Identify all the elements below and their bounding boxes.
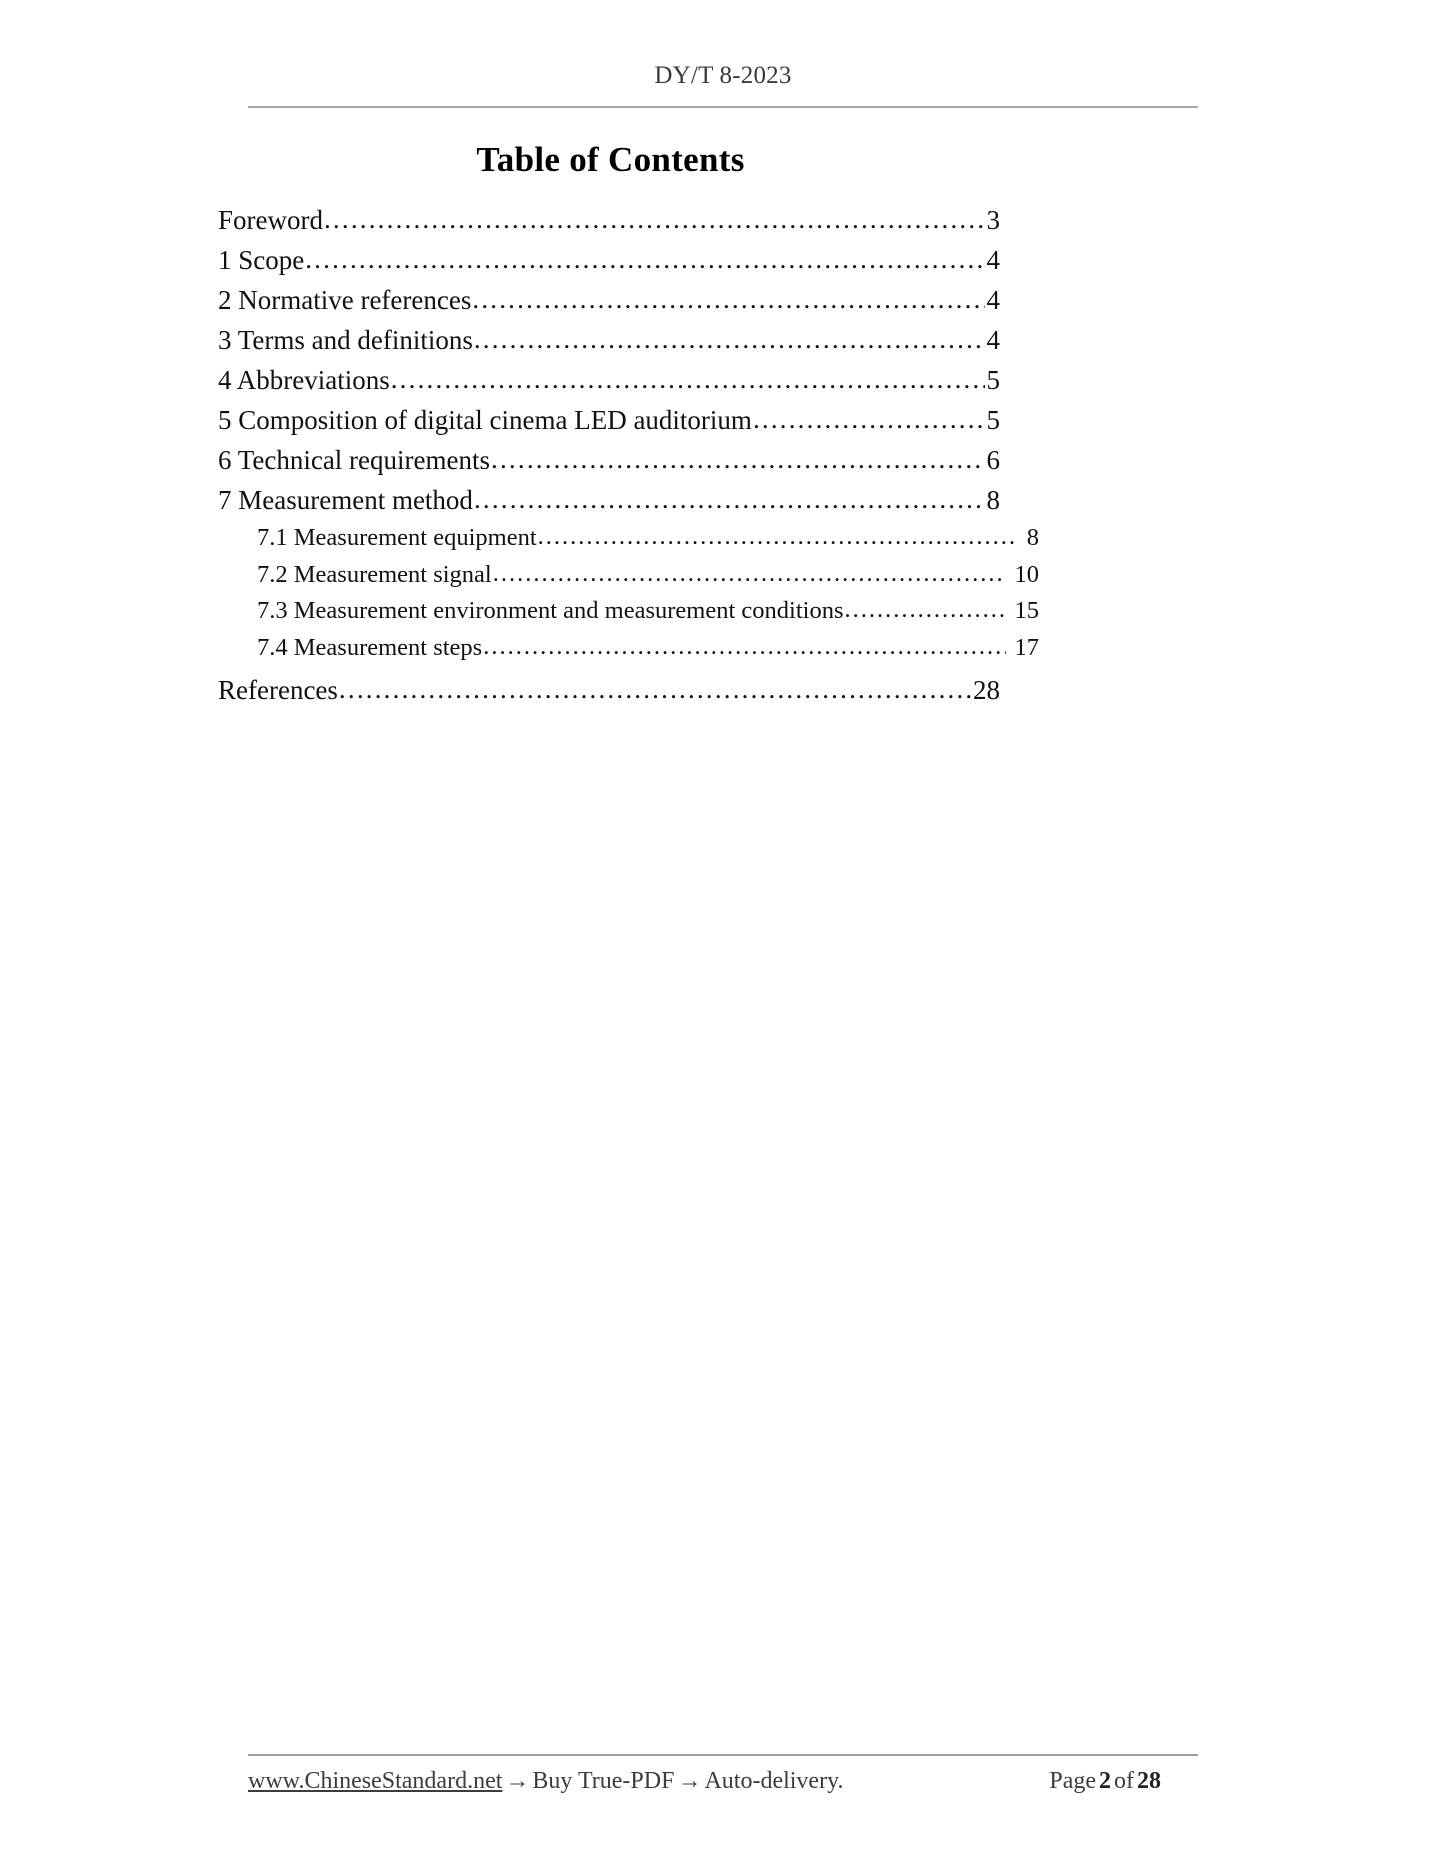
toc-dot-leader [305,240,984,280]
table-of-contents [218,200,1039,710]
toc-entry-page-number: 4 [986,325,1000,355]
toc-dot-leader [483,630,1005,667]
toc-dot-leader [753,400,985,440]
toc-entry-page-number: 8 [986,485,1000,515]
toc-entry-page-number: 28 [973,675,1000,705]
toc-dot-leader [391,360,985,400]
page-footer [248,1768,1198,1808]
toc-entry-label: 7.1 Measurement equipment [257,524,537,551]
toc-dot-leader [474,320,985,360]
toc-entry[interactable] [218,320,1000,360]
toc-entry[interactable] [218,557,1039,594]
toc-entry-page-number: 15 [1014,597,1039,624]
toc-entry-page-number: 5 [986,405,1000,435]
toc-entry-label: 5 Composition of digital cinema LED auditorium [218,405,752,435]
of-word: of [1114,1768,1134,1794]
toc-entry[interactable] [218,630,1039,667]
toc-entry-page-number: 8 [1026,524,1039,551]
toc-entry-label: 4 Abbreviations [218,365,390,395]
arrow-right-icon-2: → [677,1768,702,1794]
toc-entry[interactable] [218,440,1000,480]
toc-entry[interactable] [218,280,1000,320]
toc-entry[interactable] [218,520,1039,557]
page-indicator [1049,1768,1198,1795]
toc-entry-label: References [218,675,338,705]
header-divider [248,106,1198,108]
page-title: Table of Contents [476,140,745,179]
toc-entry-page-number: 6 [986,445,1000,475]
toc-entry-label: 6 Technical requirements [218,445,491,475]
footer-promo-delivery: Auto-delivery. [704,1768,844,1794]
toc-entry[interactable] [218,400,1000,440]
page-number: 2 [1099,1768,1111,1794]
toc-entry-label: 7 Measurement method [218,485,473,515]
toc-entry-page-number: 4 [986,285,1000,315]
toc-entry-label: 2 Normative references [218,285,472,315]
toc-entry-label: Foreword [218,205,323,235]
arrow-right-icon-1: → [505,1768,530,1794]
toc-dot-leader [538,520,1018,557]
toc-entry-label: 7.4 Measurement steps [257,633,483,661]
toc-entry[interactable] [218,360,1000,400]
toc-dot-leader [472,280,984,320]
toc-entry-page-number: 17 [1014,633,1039,661]
toc-entry-page-number: 4 [986,245,1000,275]
page-header [248,62,1198,90]
footer-promo [248,1768,844,1795]
toc-entry[interactable] [218,200,1000,240]
toc-dot-leader [324,200,985,240]
toc-entry-label: 7.2 Measurement signal [257,560,492,588]
toc-entry-label: 3 Terms and definitions [218,325,473,355]
toc-entry-label: 1 Scope [218,245,305,275]
standard-code: DY/T 8-2023 [654,62,792,89]
footer-promo-buy: Buy True-PDF [532,1768,675,1794]
toc-dot-leader [474,480,985,520]
toc-entry-page-number: 3 [986,205,1000,235]
toc-entry-label: 7.3 Measurement environment and measurement conditions [257,597,844,624]
toc-entry[interactable] [218,593,1039,630]
toc-dot-leader [491,440,984,480]
page-total: 28 [1137,1768,1161,1794]
toc-entry[interactable] [218,480,1000,520]
toc-entry-page-number: 10 [1014,560,1039,588]
toc-entry[interactable] [218,670,1000,710]
toc-dot-leader [493,557,1006,594]
site-url-link[interactable]: www.ChineseStandard.net [248,1768,503,1794]
toc-entry-page-number: 5 [986,365,1000,395]
footer-divider [248,1754,1198,1756]
toc-dot-leader [339,670,971,710]
toc-dot-leader [844,593,1005,630]
page-word: Page [1049,1768,1096,1794]
toc-entry[interactable] [218,240,1000,280]
